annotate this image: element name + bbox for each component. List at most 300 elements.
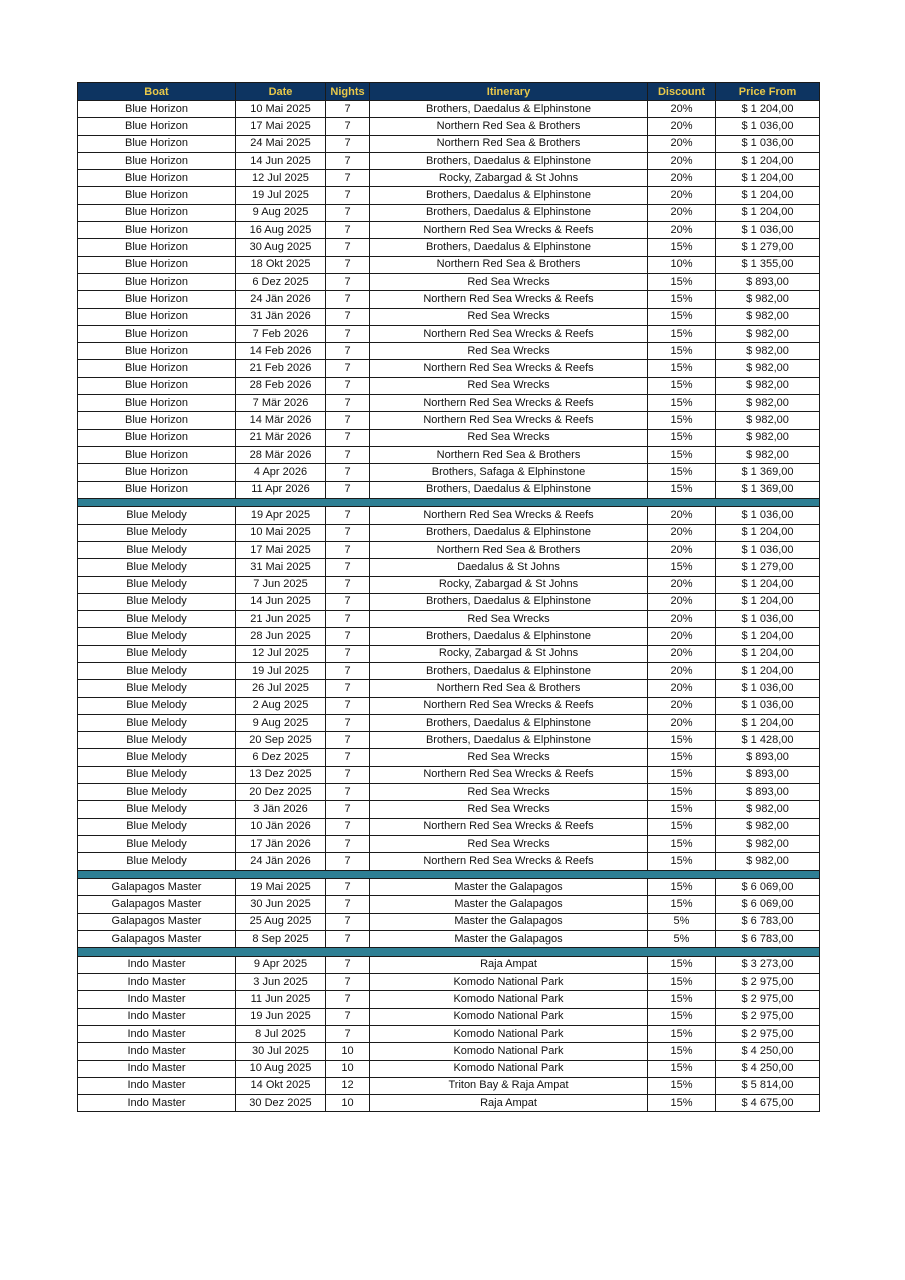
boat-cell: Blue Melody	[78, 628, 236, 645]
itinerary-cell: Northern Red Sea Wrecks & Reefs	[370, 766, 648, 783]
nights-cell: 7	[326, 222, 370, 239]
price-cell: $ 893,00	[716, 766, 820, 783]
boat-cell: Blue Horizon	[78, 308, 236, 325]
discount-cell: 15%	[648, 291, 716, 308]
discount-cell: 15%	[648, 835, 716, 852]
table-row	[78, 732, 820, 749]
nights-cell: 7	[326, 991, 370, 1008]
nights-cell: 7	[326, 766, 370, 783]
boat-cell: Blue Horizon	[78, 395, 236, 412]
itinerary-cell: Brothers, Daedalus & Elphinstone	[370, 732, 648, 749]
price-cell: $ 1 036,00	[716, 135, 820, 152]
table-row	[78, 412, 820, 429]
boat-cell: Blue Horizon	[78, 325, 236, 342]
itinerary-cell: Komodo National Park	[370, 974, 648, 991]
nights-cell: 7	[326, 377, 370, 394]
table-row	[78, 541, 820, 558]
boat-cell: Blue Melody	[78, 680, 236, 697]
discount-cell: 15%	[648, 1060, 716, 1077]
table-row	[78, 991, 820, 1008]
discount-cell: 15%	[648, 395, 716, 412]
table-row	[78, 663, 820, 680]
nights-cell: 7	[326, 576, 370, 593]
table-row	[78, 956, 820, 973]
nights-cell: 7	[326, 714, 370, 731]
nights-cell: 7	[326, 611, 370, 628]
date-cell: 19 Apr 2025	[236, 507, 326, 524]
date-cell: 30 Aug 2025	[236, 239, 326, 256]
itinerary-cell: Northern Red Sea Wrecks & Reefs	[370, 818, 648, 835]
table-row	[78, 697, 820, 714]
discount-cell: 15%	[648, 784, 716, 801]
nights-cell: 7	[326, 956, 370, 973]
column-header-itinerary: Itinerary	[370, 83, 648, 101]
itinerary-cell: Master the Galapagos	[370, 930, 648, 947]
itinerary-cell: Red Sea Wrecks	[370, 429, 648, 446]
itinerary-cell: Raja Ampat	[370, 1095, 648, 1112]
boat-cell: Blue Horizon	[78, 464, 236, 481]
column-header-discount: Discount	[648, 83, 716, 101]
boat-cell: Blue Melody	[78, 714, 236, 731]
itinerary-cell: Northern Red Sea Wrecks & Reefs	[370, 360, 648, 377]
boat-cell: Blue Melody	[78, 541, 236, 558]
date-cell: 6 Dez 2025	[236, 749, 326, 766]
itinerary-cell: Komodo National Park	[370, 1025, 648, 1042]
date-cell: 7 Feb 2026	[236, 325, 326, 342]
discount-cell: 15%	[648, 325, 716, 342]
itinerary-cell: Brothers, Safaga & Elphinstone	[370, 464, 648, 481]
date-cell: 8 Jul 2025	[236, 1025, 326, 1042]
date-cell: 10 Mai 2025	[236, 524, 326, 541]
nights-cell: 7	[326, 680, 370, 697]
discount-cell: 15%	[648, 766, 716, 783]
discount-cell: 15%	[648, 956, 716, 973]
table-row	[78, 429, 820, 446]
itinerary-cell: Brothers, Daedalus & Elphinstone	[370, 152, 648, 169]
table-row	[78, 464, 820, 481]
discount-cell: 20%	[648, 541, 716, 558]
boat-cell: Blue Horizon	[78, 170, 236, 187]
boat-cell: Indo Master	[78, 1025, 236, 1042]
itinerary-cell: Northern Red Sea & Brothers	[370, 256, 648, 273]
discount-cell: 15%	[648, 1077, 716, 1094]
boat-cell: Blue Horizon	[78, 187, 236, 204]
discount-cell: 20%	[648, 204, 716, 221]
itinerary-cell: Brothers, Daedalus & Elphinstone	[370, 101, 648, 118]
nights-cell: 7	[326, 118, 370, 135]
nights-cell: 7	[326, 395, 370, 412]
table-row	[78, 273, 820, 290]
nights-cell: 7	[326, 818, 370, 835]
nights-cell: 7	[326, 559, 370, 576]
date-cell: 14 Okt 2025	[236, 1077, 326, 1094]
boat-cell: Indo Master	[78, 1060, 236, 1077]
price-cell: $ 1 204,00	[716, 101, 820, 118]
table-row	[78, 1060, 820, 1077]
date-cell: 30 Dez 2025	[236, 1095, 326, 1112]
nights-cell: 7	[326, 879, 370, 896]
boat-cell: Blue Horizon	[78, 152, 236, 169]
nights-cell: 7	[326, 273, 370, 290]
date-cell: 9 Apr 2025	[236, 956, 326, 973]
date-cell: 3 Jun 2025	[236, 974, 326, 991]
boat-cell: Galapagos Master	[78, 896, 236, 913]
price-cell: $ 1 204,00	[716, 204, 820, 221]
boat-cell: Blue Melody	[78, 645, 236, 662]
nights-cell: 7	[326, 913, 370, 930]
nights-cell: 7	[326, 429, 370, 446]
itinerary-cell: Rocky, Zabargad & St Johns	[370, 645, 648, 662]
discount-cell: 20%	[648, 680, 716, 697]
price-cell: $ 982,00	[716, 446, 820, 463]
date-cell: 19 Jun 2025	[236, 1008, 326, 1025]
boat-cell: Blue Horizon	[78, 204, 236, 221]
date-cell: 6 Dez 2025	[236, 273, 326, 290]
price-cell: $ 893,00	[716, 273, 820, 290]
boat-cell: Blue Horizon	[78, 222, 236, 239]
discount-cell: 15%	[648, 1025, 716, 1042]
boat-cell: Indo Master	[78, 1077, 236, 1094]
itinerary-cell: Northern Red Sea Wrecks & Reefs	[370, 507, 648, 524]
date-cell: 28 Jun 2025	[236, 628, 326, 645]
table-row	[78, 835, 820, 852]
discount-cell: 20%	[648, 152, 716, 169]
discount-cell: 20%	[648, 187, 716, 204]
date-cell: 17 Mai 2025	[236, 118, 326, 135]
date-cell: 24 Jän 2026	[236, 853, 326, 870]
itinerary-cell: Northern Red Sea Wrecks & Reefs	[370, 291, 648, 308]
price-cell: $ 3 273,00	[716, 956, 820, 973]
table-row	[78, 360, 820, 377]
date-cell: 24 Jän 2026	[236, 291, 326, 308]
discount-cell: 15%	[648, 879, 716, 896]
date-cell: 28 Feb 2026	[236, 377, 326, 394]
itinerary-cell: Master the Galapagos	[370, 896, 648, 913]
nights-cell: 10	[326, 1043, 370, 1060]
boat-cell: Blue Melody	[78, 766, 236, 783]
nights-cell: 7	[326, 204, 370, 221]
nights-cell: 7	[326, 152, 370, 169]
table-row	[78, 766, 820, 783]
discount-cell: 15%	[648, 481, 716, 498]
table-row	[78, 308, 820, 325]
date-cell: 16 Aug 2025	[236, 222, 326, 239]
date-cell: 13 Dez 2025	[236, 766, 326, 783]
itinerary-cell: Rocky, Zabargad & St Johns	[370, 576, 648, 593]
price-cell: $ 2 975,00	[716, 991, 820, 1008]
discount-cell: 15%	[648, 446, 716, 463]
boat-cell: Blue Melody	[78, 784, 236, 801]
boat-cell: Blue Melody	[78, 576, 236, 593]
discount-cell: 15%	[648, 239, 716, 256]
table-row	[78, 559, 820, 576]
price-cell: $ 982,00	[716, 853, 820, 870]
boat-cell: Blue Melody	[78, 801, 236, 818]
date-cell: 9 Aug 2025	[236, 204, 326, 221]
nights-cell: 10	[326, 1060, 370, 1077]
boat-cell: Galapagos Master	[78, 930, 236, 947]
discount-cell: 5%	[648, 913, 716, 930]
boat-cell: Indo Master	[78, 1008, 236, 1025]
itinerary-cell: Red Sea Wrecks	[370, 377, 648, 394]
date-cell: 14 Jun 2025	[236, 152, 326, 169]
discount-cell: 15%	[648, 308, 716, 325]
nights-cell: 7	[326, 1025, 370, 1042]
nights-cell: 7	[326, 524, 370, 541]
group-separator	[78, 948, 820, 957]
date-cell: 30 Jul 2025	[236, 1043, 326, 1060]
price-cell: $ 6 783,00	[716, 930, 820, 947]
nights-cell: 7	[326, 974, 370, 991]
header-row	[78, 83, 820, 101]
itinerary-cell: Brothers, Daedalus & Elphinstone	[370, 628, 648, 645]
nights-cell: 12	[326, 1077, 370, 1094]
date-cell: 28 Mär 2026	[236, 446, 326, 463]
date-cell: 30 Jun 2025	[236, 896, 326, 913]
itinerary-cell: Northern Red Sea Wrecks & Reefs	[370, 325, 648, 342]
table-row	[78, 611, 820, 628]
discount-cell: 10%	[648, 256, 716, 273]
table-row	[78, 628, 820, 645]
boat-cell: Blue Horizon	[78, 446, 236, 463]
discount-cell: 20%	[648, 663, 716, 680]
table-row	[78, 325, 820, 342]
table-row	[78, 135, 820, 152]
table-row	[78, 101, 820, 118]
boat-cell: Blue Horizon	[78, 256, 236, 273]
table-row	[78, 749, 820, 766]
price-cell: $ 2 975,00	[716, 1008, 820, 1025]
itinerary-cell: Brothers, Daedalus & Elphinstone	[370, 204, 648, 221]
date-cell: 19 Mai 2025	[236, 879, 326, 896]
itinerary-cell: Triton Bay & Raja Ampat	[370, 1077, 648, 1094]
price-cell: $ 1 279,00	[716, 559, 820, 576]
price-cell: $ 1 369,00	[716, 464, 820, 481]
nights-cell: 7	[326, 749, 370, 766]
date-cell: 10 Mai 2025	[236, 101, 326, 118]
boat-cell: Blue Melody	[78, 663, 236, 680]
date-cell: 12 Jul 2025	[236, 645, 326, 662]
table-row	[78, 853, 820, 870]
boat-cell: Blue Melody	[78, 524, 236, 541]
date-cell: 24 Mai 2025	[236, 135, 326, 152]
itinerary-cell: Red Sea Wrecks	[370, 611, 648, 628]
nights-cell: 7	[326, 481, 370, 498]
discount-cell: 15%	[648, 429, 716, 446]
itinerary-cell: Red Sea Wrecks	[370, 308, 648, 325]
price-cell: $ 982,00	[716, 429, 820, 446]
itinerary-cell: Northern Red Sea Wrecks & Reefs	[370, 222, 648, 239]
date-cell: 9 Aug 2025	[236, 714, 326, 731]
discount-cell: 15%	[648, 1095, 716, 1112]
discount-cell: 20%	[648, 222, 716, 239]
discount-cell: 15%	[648, 343, 716, 360]
itinerary-cell: Master the Galapagos	[370, 879, 648, 896]
group-separator	[78, 498, 820, 507]
price-cell: $ 1 204,00	[716, 524, 820, 541]
nights-cell: 7	[326, 896, 370, 913]
nights-cell: 7	[326, 464, 370, 481]
itinerary-cell: Master the Galapagos	[370, 913, 648, 930]
table-row	[78, 818, 820, 835]
table-row	[78, 1077, 820, 1094]
price-cell: $ 1 036,00	[716, 507, 820, 524]
nights-cell: 7	[326, 256, 370, 273]
nights-cell: 7	[326, 360, 370, 377]
itinerary-cell: Northern Red Sea & Brothers	[370, 118, 648, 135]
boat-cell: Blue Horizon	[78, 377, 236, 394]
itinerary-cell: Northern Red Sea Wrecks & Reefs	[370, 412, 648, 429]
price-cell: $ 4 250,00	[716, 1043, 820, 1060]
table-row	[78, 784, 820, 801]
itinerary-cell: Red Sea Wrecks	[370, 749, 648, 766]
date-cell: 18 Okt 2025	[236, 256, 326, 273]
table-row	[78, 187, 820, 204]
date-cell: 14 Mär 2026	[236, 412, 326, 429]
itinerary-cell: Brothers, Daedalus & Elphinstone	[370, 714, 648, 731]
table-row	[78, 645, 820, 662]
table-row	[78, 446, 820, 463]
table-row	[78, 524, 820, 541]
itinerary-cell: Komodo National Park	[370, 991, 648, 1008]
itinerary-cell: Northern Red Sea Wrecks & Reefs	[370, 395, 648, 412]
date-cell: 14 Feb 2026	[236, 343, 326, 360]
date-cell: 10 Jän 2026	[236, 818, 326, 835]
date-cell: 17 Mai 2025	[236, 541, 326, 558]
date-cell: 26 Jul 2025	[236, 680, 326, 697]
date-cell: 3 Jän 2026	[236, 801, 326, 818]
price-cell: $ 982,00	[716, 412, 820, 429]
discount-cell: 15%	[648, 896, 716, 913]
price-cell: $ 982,00	[716, 377, 820, 394]
nights-cell: 7	[326, 835, 370, 852]
nights-cell: 10	[326, 1095, 370, 1112]
price-cell: $ 1 369,00	[716, 481, 820, 498]
date-cell: 10 Aug 2025	[236, 1060, 326, 1077]
nights-cell: 7	[326, 291, 370, 308]
nights-cell: 7	[326, 853, 370, 870]
discount-cell: 20%	[648, 697, 716, 714]
itinerary-cell: Komodo National Park	[370, 1008, 648, 1025]
discount-cell: 15%	[648, 273, 716, 290]
table-row	[78, 507, 820, 524]
table-row	[78, 1095, 820, 1112]
table-row	[78, 152, 820, 169]
price-cell: $ 2 975,00	[716, 1025, 820, 1042]
price-cell: $ 893,00	[716, 749, 820, 766]
price-cell: $ 1 279,00	[716, 239, 820, 256]
nights-cell: 7	[326, 446, 370, 463]
boat-cell: Blue Melody	[78, 749, 236, 766]
nights-cell: 7	[326, 541, 370, 558]
itinerary-cell: Northern Red Sea & Brothers	[370, 541, 648, 558]
itinerary-cell: Northern Red Sea & Brothers	[370, 680, 648, 697]
nights-cell: 7	[326, 101, 370, 118]
price-cell: $ 982,00	[716, 801, 820, 818]
discount-cell: 20%	[648, 118, 716, 135]
column-header-nights: Nights	[326, 83, 370, 101]
boat-cell: Blue Melody	[78, 593, 236, 610]
nights-cell: 7	[326, 593, 370, 610]
price-cell: $ 982,00	[716, 308, 820, 325]
discount-cell: 20%	[648, 593, 716, 610]
nights-cell: 7	[326, 645, 370, 662]
discount-cell: 15%	[648, 559, 716, 576]
itinerary-cell: Rocky, Zabargad & St Johns	[370, 170, 648, 187]
nights-cell: 7	[326, 308, 370, 325]
boat-cell: Indo Master	[78, 956, 236, 973]
nights-cell: 7	[326, 343, 370, 360]
boat-cell: Blue Horizon	[78, 360, 236, 377]
table-row	[78, 801, 820, 818]
boat-cell: Blue Horizon	[78, 239, 236, 256]
table-row	[78, 1008, 820, 1025]
table-row	[78, 879, 820, 896]
boat-cell: Indo Master	[78, 991, 236, 1008]
date-cell: 31 Mai 2025	[236, 559, 326, 576]
price-cell: $ 4 675,00	[716, 1095, 820, 1112]
date-cell: 12 Jul 2025	[236, 170, 326, 187]
price-cell: $ 982,00	[716, 291, 820, 308]
table-row	[78, 714, 820, 731]
boat-cell: Blue Horizon	[78, 135, 236, 152]
boat-cell: Indo Master	[78, 1095, 236, 1112]
price-cell: $ 893,00	[716, 784, 820, 801]
nights-cell: 7	[326, 784, 370, 801]
discount-cell: 15%	[648, 974, 716, 991]
table-row	[78, 256, 820, 273]
table-row	[78, 930, 820, 947]
nights-cell: 7	[326, 170, 370, 187]
boat-cell: Blue Melody	[78, 732, 236, 749]
discount-cell: 15%	[648, 412, 716, 429]
price-cell: $ 1 036,00	[716, 541, 820, 558]
discount-cell: 20%	[648, 135, 716, 152]
price-cell: $ 982,00	[716, 395, 820, 412]
discount-cell: 15%	[648, 1008, 716, 1025]
discount-cell: 15%	[648, 818, 716, 835]
nights-cell: 7	[326, 412, 370, 429]
boat-cell: Blue Melody	[78, 507, 236, 524]
discount-cell: 20%	[648, 101, 716, 118]
itinerary-cell: Brothers, Daedalus & Elphinstone	[370, 593, 648, 610]
date-cell: 21 Mär 2026	[236, 429, 326, 446]
boat-cell: Blue Melody	[78, 697, 236, 714]
price-cell: $ 6 783,00	[716, 913, 820, 930]
boat-cell: Blue Horizon	[78, 481, 236, 498]
price-cell: $ 982,00	[716, 360, 820, 377]
price-cell: $ 1 204,00	[716, 628, 820, 645]
itinerary-cell: Red Sea Wrecks	[370, 273, 648, 290]
itinerary-cell: Brothers, Daedalus & Elphinstone	[370, 481, 648, 498]
itinerary-cell: Komodo National Park	[370, 1060, 648, 1077]
boat-cell: Blue Horizon	[78, 429, 236, 446]
nights-cell: 7	[326, 732, 370, 749]
price-cell: $ 1 036,00	[716, 118, 820, 135]
itinerary-cell: Northern Red Sea Wrecks & Reefs	[370, 853, 648, 870]
discount-cell: 15%	[648, 991, 716, 1008]
discount-cell: 15%	[648, 360, 716, 377]
date-cell: 7 Jun 2025	[236, 576, 326, 593]
price-cell: $ 1 428,00	[716, 732, 820, 749]
separator-band	[78, 870, 820, 879]
table-header	[78, 83, 820, 101]
trip-schedule-table	[77, 82, 820, 1112]
itinerary-cell: Brothers, Daedalus & Elphinstone	[370, 239, 648, 256]
table-row	[78, 576, 820, 593]
price-cell: $ 1 355,00	[716, 256, 820, 273]
date-cell: 21 Jun 2025	[236, 611, 326, 628]
